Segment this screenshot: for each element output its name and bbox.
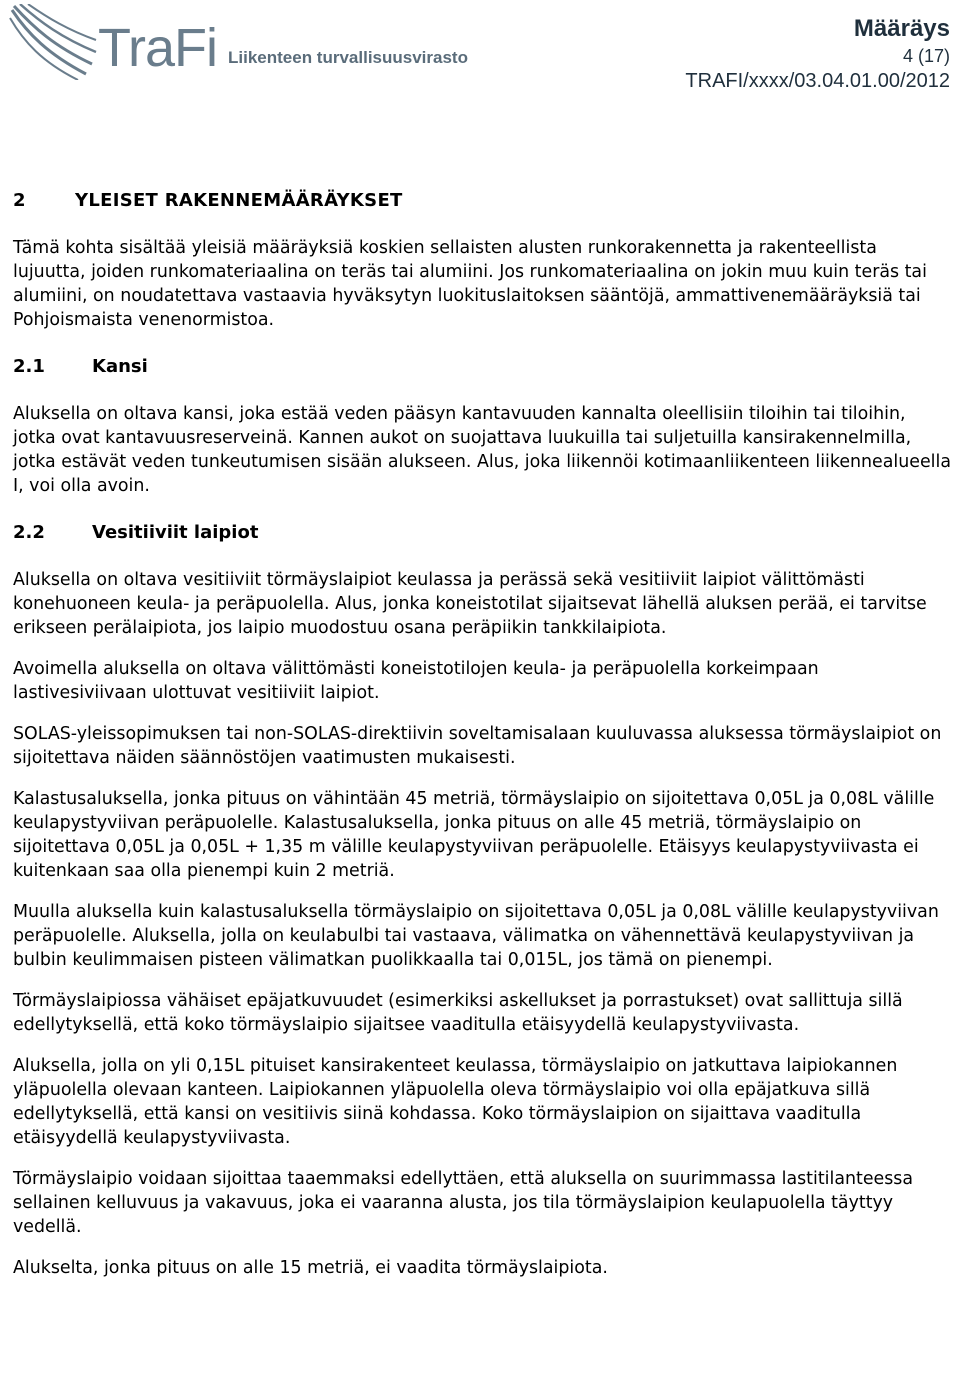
document-header-info — [685, 14, 950, 94]
subsection-title: Kansi — [92, 356, 148, 377]
paragraph: Törmäyslaipiossa vähäiset epäjatkuvuudet (esimerkiksi askellukset ja porrastukset) ovat sallittuja sillä edellytyksellä, että koko törmäyslaipio sijaitsee vaaditulla etäisyydellä keulapystyviivasta. — [13, 991, 903, 1035]
section-intro-paragraph: Tämä kohta sisältää yleisiä määräyksiä koskien sellaisten alusten runkorakennetta ja rakenteellista lujuutta, joiden runkomateriaalina on teräs tai alumiini. Jos runkomateriaalina on jokin muu kuin teräs tai alumiini, on noudatettava vastaavia hyväksytyn luokituslaitoksen sääntöjä, ammattivenemääräyksiä tai Pohjoismaista venenormistoa. — [13, 238, 927, 330]
paragraph: Avoimella aluksella on oltava välittömästi koneistotilojen keula- ja peräpuolella korkeimpaan lastivesiviivaan ulottuvat vesitiiviit laipiot. — [13, 659, 819, 703]
paragraph: Törmäyslaipio voidaan sijoittaa taaemmaksi edellyttäen, että aluksella on suurimmassa lastitilanteessa sellainen kelluvuus ja vakavuus, joka ei vaaranna alusta, jos tila törmäyslaipion keulapuolella täyttyy vedellä. — [13, 1169, 913, 1237]
document-body — [13, 188, 953, 1280]
subsection-title: Vesitiiviit laipiot — [92, 522, 259, 543]
paragraph: SOLAS-yleissopimuksen tai non-SOLAS-direktiivin soveltamisalaan kuuluvassa aluksessa törmäyslaipiot on sijoitettava näiden säännöstöjen vaatimusten mukaisesti. — [13, 724, 942, 768]
paragraph: Kalastusaluksella, jonka pituus on vähintään 45 metriä, törmäyslaipio on sijoitettava 0,05L ja 0,08L välille keulapystyviivan peräpuolelle. Kalastusaluksella, jonka pituus on alle 45 metriä, törmäyslaipio on sijoitettava 0,05L ja 0,05L + 1,35 m välille keulapystyviivan peräpuolelle. Etäisyys keulapystyviivasta ei kuitenkaan saa olla pienempi kuin 2 metriä. — [13, 789, 935, 881]
subsection-number: 2.1 — [13, 356, 45, 377]
paragraph: Aluksella on oltava vesitiiviit törmäyslaipiot keulassa ja perässä sekä vesitiiviit laipiot välittömästi konehuoneen keula- ja peräpuolella. Alus, jonka koneistotilat sijaitsevat lähellä aluksen perää, ei tarvitse erikseen perälaipiota, jos laipio muodostuu osana peräpiikin tankkilaipiota. — [13, 570, 927, 638]
subsection-heading-kansi — [13, 354, 953, 380]
section-title: YLEISET RAKENNEMÄÄRÄYKSET — [75, 190, 403, 211]
paragraph: Alukselta, jonka pituus on alle 15 metriä, ei vaadita törmäyslaipiota. — [13, 1258, 608, 1278]
subsection-number: 2.2 — [13, 522, 45, 543]
paragraph: Aluksella, jolla on yli 0,15L pituiset kansirakenteet keulassa, törmäyslaipio on jatkuttava laipiokannen yläpuolella olevaan kanteen. Laipiokannen yläpuolella oleva törmäyslaipio voi olla epäjatkuva sillä edellytyksellä, että kansi on vesitiivis siinä kohdassa. Koko törmäyslaipion on sijaittava vaaditulla etäisyydellä keulapystyviivasta. — [13, 1056, 898, 1148]
logo-wordmark: TraFi — [98, 18, 217, 78]
section-number: 2 — [13, 190, 26, 211]
document-type: Määräys — [853, 15, 950, 42]
trafi-logo — [8, 4, 468, 84]
paragraph: Aluksella on oltava kansi, joka estää veden pääsyn kantavuuden kannalta oleellisiin tiloihin tai tiloihin, jotka ovat kantavuusreserveinä. Kannen aukot on suojattava luukuilla tai suljetuilla kansirakennelmilla, jotka estävät veden tunkeutumisen sisään alukseen. Alus, joka liikennöi kotimaanliikenteen liikennealueella I, voi olla avoin. — [13, 404, 951, 496]
paragraph: Muulla aluksella kuin kalastusaluksella törmäyslaipio on sijoitettava 0,05L ja 0,08L välille keulapystyviivan peräpuolelle. Aluksella, jolla on keulabulbi tai vastaava, välimatka on vähennettävä keulapystyviivan ja bulbin keulimmaisen pisteen välimatkan puolikkaalla tai 0,015L, jos tämä on pienempi. — [13, 902, 939, 970]
logo-subtitle: Liikenteen turvallisuusvirasto — [228, 48, 468, 67]
document-reference: TRAFI/xxxx/03.04.01.00/2012 — [685, 70, 950, 92]
trafi-swirl-icon — [8, 4, 98, 80]
page-number: 4 (17) — [902, 46, 950, 66]
section-heading — [13, 188, 953, 214]
subsection-heading-laipiot — [13, 520, 953, 546]
